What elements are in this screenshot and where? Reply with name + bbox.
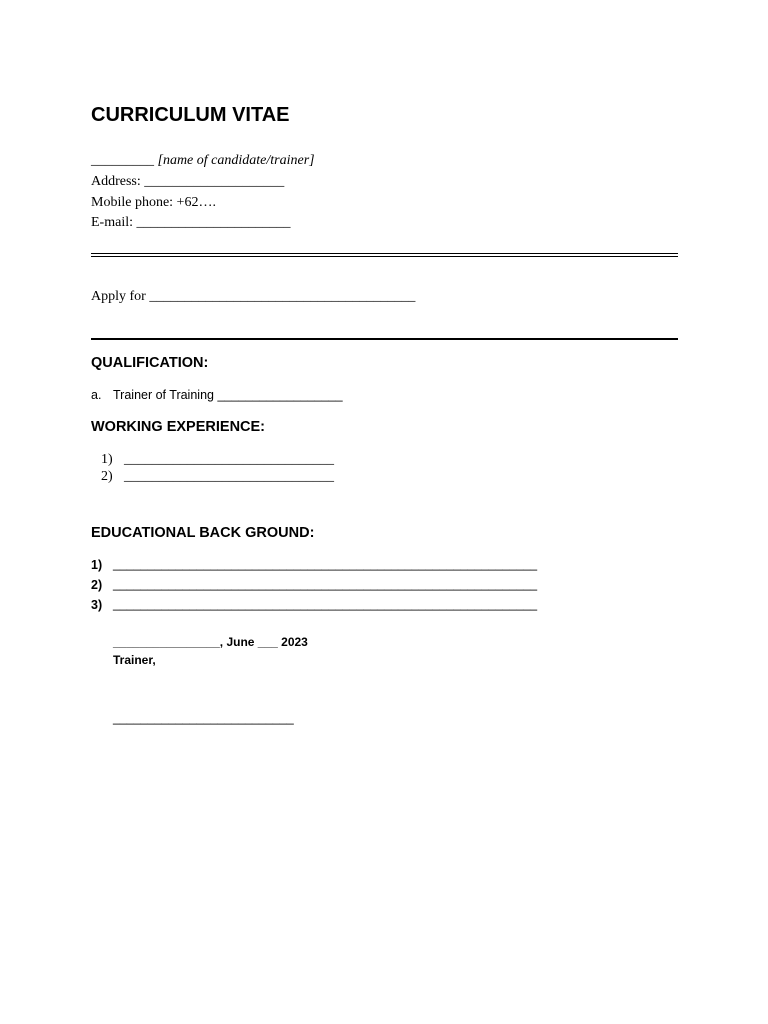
- education-blank[interactable]: _____________________________________________________________: [113, 597, 538, 611]
- apply-for-blank[interactable]: ______________________________________: [149, 289, 416, 304]
- email-label: E-mail:: [91, 215, 137, 230]
- header-double-divider: [91, 253, 678, 257]
- apply-for-line: [91, 289, 415, 305]
- education-blank[interactable]: _____________________________________________________________: [113, 577, 538, 591]
- signature-blank[interactable]: __________________________: [113, 711, 294, 725]
- email-blank[interactable]: ______________________: [136, 215, 291, 230]
- address-label: Address:: [91, 174, 145, 189]
- apply-for-label: Apply for: [91, 289, 150, 304]
- education-marker: 3): [91, 598, 103, 612]
- qualification-item-text[interactable]: Trainer of Training __________________: [113, 388, 343, 402]
- qualification-heading: QUALIFICATION:: [91, 355, 209, 371]
- working-experience-heading: WORKING EXPERIENCE:: [91, 419, 266, 435]
- email-line: [91, 215, 291, 231]
- signature-date-line[interactable]: ________________, June ___ 2023: [113, 635, 308, 649]
- signature-role: Trainer,: [113, 653, 156, 667]
- document-title: CURRICULUM VITAE: [91, 104, 290, 126]
- name-line: [91, 153, 315, 169]
- working-experience-marker: 2): [101, 469, 113, 484]
- apply-divider: [91, 338, 678, 340]
- address-blank[interactable]: ____________________: [144, 174, 285, 189]
- working-experience-marker: 1): [101, 452, 113, 467]
- list-marker: a.: [91, 388, 102, 402]
- qualification-item: [91, 388, 101, 402]
- mobile-phone-line: Mobile phone: +62….: [91, 195, 216, 210]
- education-marker: 2): [91, 578, 103, 592]
- education-heading: EDUCATIONAL BACK GROUND:: [91, 525, 315, 541]
- name-blank[interactable]: _________: [91, 153, 154, 168]
- education-marker: 1): [91, 558, 103, 572]
- working-experience-blank[interactable]: ______________________________: [124, 469, 334, 484]
- address-line: [91, 174, 284, 190]
- name-placeholder: [name of candidate/trainer]: [157, 153, 315, 168]
- education-blank[interactable]: _____________________________________________________________: [113, 557, 538, 571]
- working-experience-blank[interactable]: ______________________________: [124, 452, 334, 467]
